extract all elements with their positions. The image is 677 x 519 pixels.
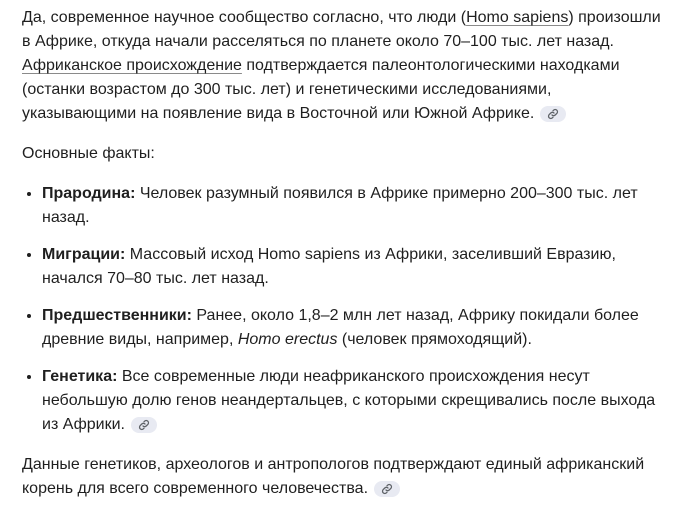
fact-italic: Homo erectus	[237, 331, 338, 348]
fact-text: Все современные люди неафриканского происхождения несут небольшую долю генов неандертальцев, с которыми скрещивались после выхода из Африки.	[42, 368, 656, 433]
closing-text: Данные генетиков, археологов и антропологов подтверждают единый африканский корень для всего современного человечества.	[22, 456, 645, 497]
intro-text-1: Да, современное научное сообщество согласно, что люди (	[22, 9, 467, 26]
fact-term: Прародина:	[42, 185, 136, 202]
fact-text: Массовый исход Homo sapiens из Африки, заселивший Евразию, начался 70–80 тыс. лет назад.	[42, 246, 616, 287]
fact-term: Предшественники:	[42, 307, 192, 324]
intro-text-3: подтверждается палеонтологическими находками (останки возрастом до 300 тыс. лет) и генетическими исследованиями, указывающими на появление вида в Восточной или Южной Африке.	[22, 57, 620, 122]
fact-term: Генетика:	[42, 368, 118, 385]
link-icon	[547, 108, 559, 120]
list-item	[42, 182, 662, 230]
intro-paragraph	[22, 6, 662, 126]
fact-text: Человек разумный появился в Африке примерно 200–300 тыс. лет назад.	[42, 185, 638, 226]
source-link-button[interactable]	[540, 106, 566, 122]
facts-list	[22, 182, 662, 437]
ai-answer	[22, 6, 662, 501]
source-link-button[interactable]	[374, 481, 400, 497]
link-icon	[381, 483, 393, 495]
list-item	[42, 365, 662, 437]
homo-sapiens-link[interactable]: Homo sapiens	[466, 9, 569, 26]
list-item	[42, 304, 662, 352]
facts-heading: Основные факты:	[22, 145, 155, 162]
fact-text: Ранее, около 1,8–2 млн лет назад, Африку покидали более древние виды, например,	[42, 307, 639, 348]
fact-text: (человек прямоходящий).	[337, 331, 532, 348]
fact-term: Миграции:	[42, 246, 126, 263]
african-origin-link[interactable]: Африканское происхождение	[22, 57, 242, 74]
link-icon	[138, 419, 150, 431]
closing-paragraph	[22, 453, 662, 501]
list-item	[42, 243, 662, 291]
source-link-button[interactable]	[131, 417, 157, 433]
intro-text-2: ) произошли в Африке, откуда начали расселяться по планете около 70–100 тыс. лет назад.	[22, 9, 661, 50]
